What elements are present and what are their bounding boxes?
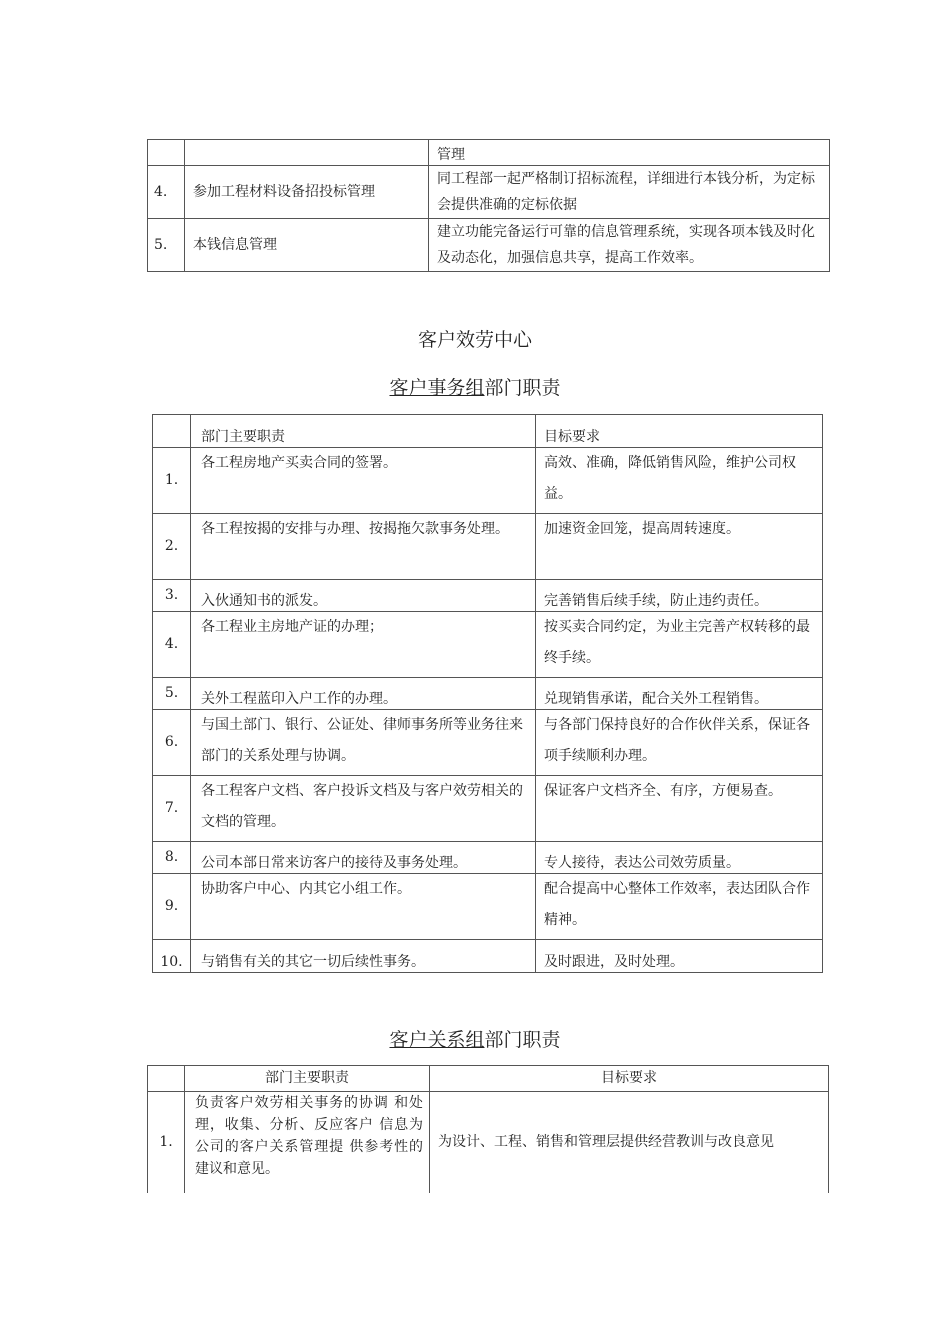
table-row	[148, 166, 830, 219]
row-number: 2.	[153, 514, 191, 580]
table-row	[148, 1092, 829, 1193]
duty-cell: 协助客户中心、内其它小组工作。	[191, 874, 536, 940]
row-number: 1.	[153, 448, 191, 514]
row-number: 4.	[153, 612, 191, 678]
table-header-row	[148, 1066, 829, 1092]
duty-cell: 参加工程材料设备招投标管理	[185, 166, 429, 219]
goal-cell: 按买卖合同约定，为业主完善产权转移的最终手续。	[536, 612, 823, 678]
row-number: 7.	[153, 776, 191, 842]
header-num	[148, 1066, 185, 1092]
table-row	[153, 776, 823, 842]
row-number: 1.	[148, 1092, 185, 1193]
header-duty: 部门主要职责	[185, 1066, 430, 1092]
goal-cell: 兑现销售承诺，配合关外工程销售。	[536, 678, 823, 710]
center-title: 客户效劳中心	[417, 329, 532, 351]
duty-cell: 各工程房地产买卖合同的签署。	[191, 448, 536, 514]
relations-title-underlined: 客户关系组	[389, 1029, 485, 1051]
table-row	[148, 219, 830, 272]
duty-cell: 各工程客户文档、客户投诉文档及与客户效劳相关的文档的管理。	[191, 776, 536, 842]
duty-cell: 各工程按揭的安排与办理、按揭拖欠款事务处理。	[191, 514, 536, 580]
table-row	[153, 678, 823, 710]
table-row	[153, 448, 823, 514]
goal-cell: 完善销售后续手续，防止违约责任。	[536, 580, 823, 612]
table-row	[148, 140, 830, 166]
duty-cell: 公司本部日常来访客户的接待及事务处理。	[191, 842, 536, 874]
duty-cell: 与国土部门、银行、公证处、律师事务所等业务往来部门的关系处理与协调。	[191, 710, 536, 776]
goal-cell: 保证客户文档齐全、有序，方便易查。	[536, 776, 823, 842]
goal-cell: 建立功能完备运行可靠的信息管理系统，实现各项本钱及时化及动态化，加强信息共享，提高工作效率。	[429, 219, 830, 272]
row-number: 8.	[153, 842, 191, 874]
goal-cell: 专人接待，表达公司效劳质量。	[536, 842, 823, 874]
table-row	[153, 612, 823, 678]
duty-cell: 各工程业主房地产证的办理；	[191, 612, 536, 678]
goal-cell: 为设计、工程、销售和管理层提供经营教训与改良意见	[430, 1092, 829, 1193]
row-number: 6.	[153, 710, 191, 776]
table-row	[153, 874, 823, 940]
header-duty: 部门主要职责	[191, 415, 536, 448]
goal-cell: 及时跟进，及时处理。	[536, 940, 823, 973]
duty-cell: 负责客户效劳相关事务的协调 和处理，收集、分析、反应客户 信息为公司的客户关系管理提 供参考性的建议和意见。	[185, 1092, 430, 1193]
relations-section-title	[0, 1025, 950, 1052]
row-number: 3.	[153, 580, 191, 612]
affairs-section-title	[0, 373, 950, 400]
row-number: 9.	[153, 874, 191, 940]
customer-relations-table	[147, 1065, 829, 1193]
row-number: 5.	[153, 678, 191, 710]
duty-cell: 与销售有关的其它一切后续性事务。	[191, 940, 536, 973]
header-goal: 目标要求	[430, 1066, 829, 1092]
customer-affairs-table	[152, 414, 823, 973]
goal-cell: 配合提高中心整体工作效率，表达团队合作精神。	[536, 874, 823, 940]
row-number: 10.	[153, 940, 191, 973]
row-number: 4.	[148, 166, 185, 219]
goal-cell: 同工程部一起严格制订招标流程，详细进行本钱分析，为定标会提供准确的定标依据	[429, 166, 830, 219]
goal-cell: 与各部门保持良好的合作伙伴关系，保证各项手续顺利办理。	[536, 710, 823, 776]
cost-management-table	[147, 139, 830, 272]
goal-cell: 加速资金回笼，提高周转速度。	[536, 514, 823, 580]
row-number	[148, 140, 185, 166]
duty-cell: 入伙通知书的派发。	[191, 580, 536, 612]
row-number: 5.	[148, 219, 185, 272]
duty-cell: 关外工程蓝印入户工作的办理。	[191, 678, 536, 710]
goal-cell: 管理	[429, 140, 830, 166]
duty-cell	[185, 140, 429, 166]
table-row	[153, 842, 823, 874]
header-goal: 目标要求	[536, 415, 823, 448]
affairs-title-underlined: 客户事务组	[389, 377, 485, 399]
relations-title-rest: 部门职责	[484, 1029, 561, 1051]
table-row	[153, 580, 823, 612]
table-header-row	[153, 415, 823, 448]
table-row	[153, 940, 823, 973]
table-row	[153, 710, 823, 776]
affairs-title-rest: 部门职责	[484, 377, 561, 399]
header-num	[153, 415, 191, 448]
table-row	[153, 514, 823, 580]
goal-cell: 高效、准确，降低销售风险，维护公司权益。	[536, 448, 823, 514]
duty-cell: 本钱信息管理	[185, 219, 429, 272]
